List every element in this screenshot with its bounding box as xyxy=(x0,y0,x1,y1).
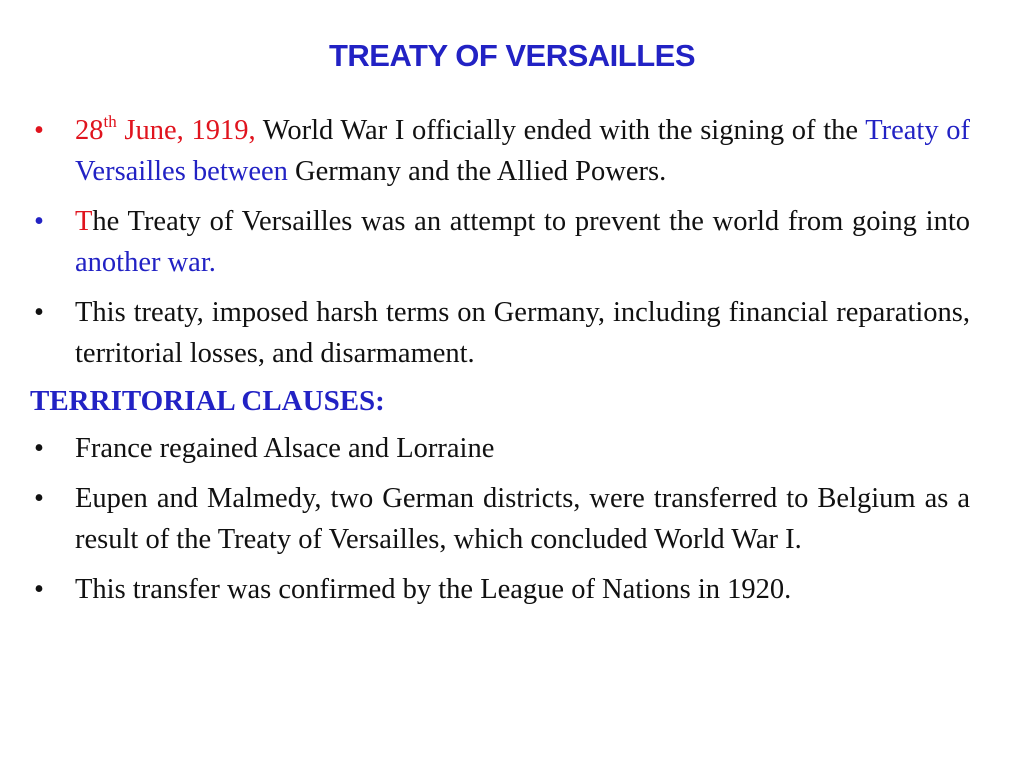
clause-bullet-list xyxy=(30,428,970,610)
first-letter: T xyxy=(75,206,93,237)
intro-bullet-list xyxy=(30,110,970,374)
date-rest: June, 1919, xyxy=(116,115,256,146)
bullet-text: This treaty, imposed harsh terms on Germany, including financial reparations, territorial losses, and disarmament. xyxy=(75,297,970,369)
bullet-text: World War I officially ended with the signing of the xyxy=(255,115,866,146)
section-heading: TERRITORIAL CLAUSES: xyxy=(30,385,385,417)
bullet-item-harsh-terms xyxy=(30,292,970,374)
slide-content xyxy=(30,110,970,619)
bullet-item-treaty-purpose xyxy=(30,201,970,283)
bullet-item-league-confirmation xyxy=(30,569,970,610)
bullet-item-eupen-malmedy xyxy=(30,478,970,560)
bullet-text: Germany and the Allied Powers. xyxy=(287,156,667,187)
bullet-text: This transfer was confirmed by the League of Nations in 1920. xyxy=(75,574,792,605)
bullet-icon: • xyxy=(34,483,44,514)
date-day: 28 xyxy=(75,115,104,146)
bullet-text: he Treaty of Versailles was an attempt to prevent the world from going into xyxy=(92,206,970,237)
highlight-text: another war. xyxy=(75,247,216,278)
bullet-icon: • xyxy=(34,115,44,146)
highlight-text: Treaty of Versailles between xyxy=(75,115,970,187)
bullet-icon: • xyxy=(34,574,44,605)
bullet-item-alsace-lorraine xyxy=(30,428,970,469)
bullet-icon: • xyxy=(34,297,44,328)
bullet-icon: • xyxy=(34,206,44,237)
bullet-icon: • xyxy=(34,433,44,464)
bullet-item-treaty-signing xyxy=(30,110,970,192)
bullet-text: France regained Alsace and Lorraine xyxy=(75,433,495,464)
slide-title: TREATY OF VERSAILLES xyxy=(328,38,696,73)
bullet-text: Eupen and Malmedy, two German districts, were transferred to Belgium as a result of the Treaty of Versailles, which concluded World War I. xyxy=(75,483,970,555)
date-suffix: th xyxy=(103,111,117,131)
